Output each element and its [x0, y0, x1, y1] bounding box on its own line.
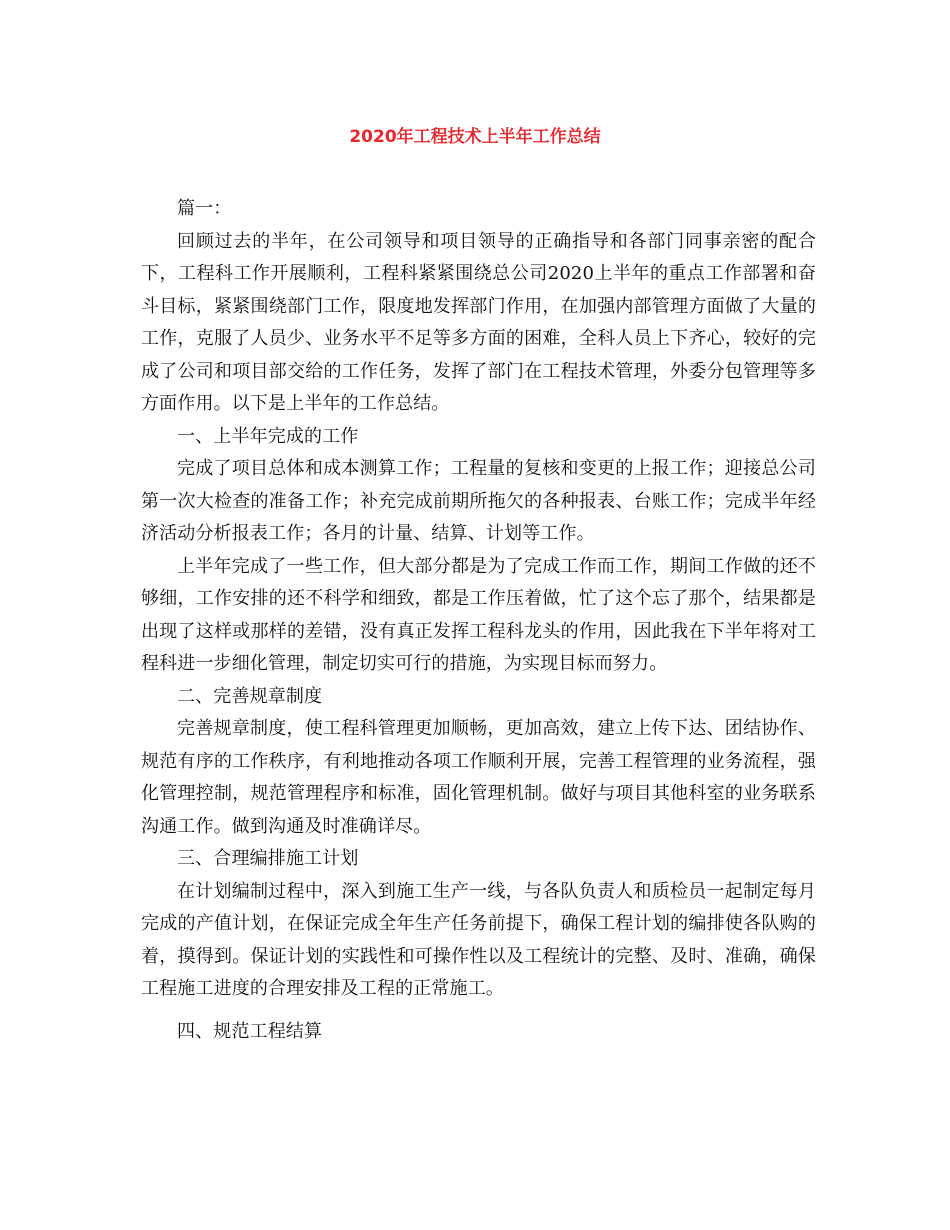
paragraph-rules: 完善规章制度，使工程科管理更加顺畅，更加高效，建立上传下达、团结协作、规范有序的工作秩序，有利地推动各项工作顺利开展，完善工程管理的业务流程，强化管理控制，规范管理程序和标准，固化管理机制。做好与项目其他科室的业务联系沟通工作。做到沟通及时准确详尽。	[141, 718, 816, 837]
section-heading-2: 二、完善规章制度	[177, 685, 323, 707]
paragraph-reflection: 上半年完成了一些工作，但大部分都是为了完成工作而工作，期间工作做的还不够细，工作安排的还不科学和细致，都是工作压着做，忙了这个忘了那个，结果都是出现了这样或那样的差错，没有真正发挥工程科龙头的作用，因此我在下半年将对工程科进一步细化管理，制定切实可行的措施，为实现目标而努力。	[141, 555, 816, 674]
section-heading-4: 四、规范工程结算	[177, 1020, 323, 1042]
section-heading-1: 一、上半年完成的工作	[177, 425, 359, 447]
paragraph-review: 回顾过去的半年，在公司领导和项目领导的正确指导和各部门同事亲密的配合下，工程科工作开展顺利，工程科紧紧围绕总公司2020上半年的重点工作部署和奋斗目标，紧紧围绕部门工作，限度地发挥部门作用，在加强内部管理方面做了大量的工作，克服了人员少、业务水平不足等多方面的困难，全科人员上下齐心，较好的完成了公司和项目部交给的工作任务，发挥了部门在工程技术管理，外委分包管理等多方面作用。以下是上半年的工作总结。	[141, 230, 816, 414]
document-body	[141, 193, 816, 1048]
paragraph-part-label: 篇一：	[177, 198, 232, 219]
paragraph-planning: 在计划编制过程中，深入到施工生产一线，与各队负责人和质检员一起制定每月完成的产值计划，在保证完成全年生产任务前提下，确保工程计划的编排使各队购的着，摸得到。保证计划的实践性和可操作性以及工程统计的完整、及时、准确，确保工程施工进度的合理安排及工程的正常施工。	[141, 880, 816, 999]
paragraph-completed-work: 完成了项目总体和成本测算工作；工程量的复核和变更的上报工作；迎接总公司第一次大检查的准备工作；补充完成前期所拖欠的各种报表、台账工作；完成半年经济活动分析报表工作；各月的计量、结算、计划等工作。	[141, 458, 816, 544]
document-title: 2020年工程技术上半年工作总结	[349, 127, 601, 147]
section-heading-3: 三、合理编排施工计划	[177, 848, 359, 869]
